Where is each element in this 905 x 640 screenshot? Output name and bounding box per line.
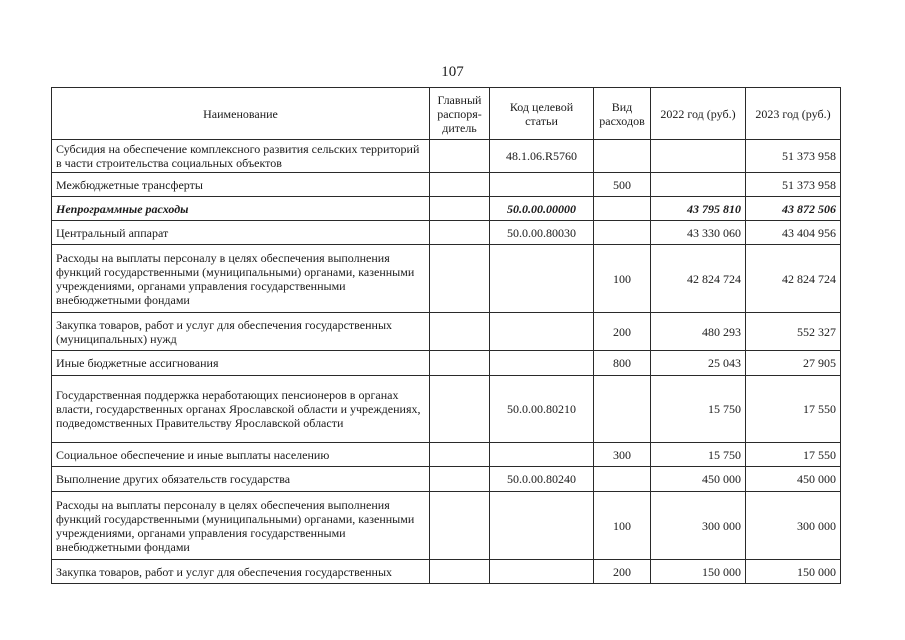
- row-2023: 43 404 956: [746, 221, 841, 245]
- table-row: [52, 313, 841, 351]
- table-row: [52, 560, 841, 584]
- row-2023: 51 373 958: [746, 140, 841, 173]
- row-2023: 150 000: [746, 560, 841, 584]
- row-expense-type: [594, 140, 651, 173]
- row-name: Межбюджетные трансферты: [52, 173, 430, 197]
- row-expense-type: 200: [594, 560, 651, 584]
- row-expense-type: 800: [594, 351, 651, 376]
- row-2022: 450 000: [651, 467, 746, 492]
- table-header-row: [52, 88, 841, 140]
- row-2023: 552 327: [746, 313, 841, 351]
- row-2023: 27 905: [746, 351, 841, 376]
- row-distributor: [430, 560, 490, 584]
- row-code: [490, 492, 594, 560]
- header-distributor: Главный распоря-дитель: [430, 88, 490, 140]
- row-2023: 450 000: [746, 467, 841, 492]
- row-expense-type: [594, 197, 651, 221]
- row-name: Выполнение других обязательств государства: [52, 467, 430, 492]
- row-2022: [651, 173, 746, 197]
- row-distributor: [430, 221, 490, 245]
- row-distributor: [430, 313, 490, 351]
- row-2022: [651, 140, 746, 173]
- table-row: [52, 173, 841, 197]
- row-distributor: [430, 376, 490, 443]
- row-2022: 150 000: [651, 560, 746, 584]
- row-name: Закупка товаров, работ и услуг для обеспечения государственных: [52, 560, 430, 584]
- table-row: [52, 140, 841, 173]
- row-expense-type: 300: [594, 443, 651, 467]
- row-distributor: [430, 245, 490, 313]
- row-name: Закупка товаров, работ и услуг для обеспечения государственных (муниципальных) нужд: [52, 313, 430, 351]
- row-expense-type: [594, 221, 651, 245]
- table-row: [52, 221, 841, 245]
- table-row: [52, 376, 841, 443]
- row-name: Центральный аппарат: [52, 221, 430, 245]
- page-number: 107: [441, 64, 464, 80]
- row-2023: 300 000: [746, 492, 841, 560]
- row-code: [490, 560, 594, 584]
- row-code: [490, 245, 594, 313]
- row-name: Государственная поддержка неработающих пенсионеров в органах власти, государственных органах Ярославской области и учреждениях, подведомственных Правительству Ярославской области: [52, 376, 430, 443]
- row-code: 50.0.00.80030: [490, 221, 594, 245]
- header-name: Наименование: [52, 88, 430, 140]
- row-name: Субсидия на обеспечение комплексного развития сельских территорий в части строительства социальных объектов: [52, 140, 430, 173]
- row-2022: 42 824 724: [651, 245, 746, 313]
- row-distributor: [430, 492, 490, 560]
- row-distributor: [430, 197, 490, 221]
- row-expense-type: [594, 376, 651, 443]
- row-code: [490, 351, 594, 376]
- row-2023: 17 550: [746, 376, 841, 443]
- row-code: 50.0.00.00000: [490, 197, 594, 221]
- row-name: Расходы на выплаты персоналу в целях обеспечения выполнения функций государственными (муниципальными) органами, казенными учреждениями, органами управления государственными внебюджетными фондами: [52, 245, 430, 313]
- row-code: [490, 313, 594, 351]
- row-2022: 480 293: [651, 313, 746, 351]
- row-expense-type: 100: [594, 492, 651, 560]
- row-name: Непрограммные расходы: [52, 197, 430, 221]
- row-distributor: [430, 467, 490, 492]
- row-2023: 17 550: [746, 443, 841, 467]
- table-row: [52, 351, 841, 376]
- table-row: [52, 492, 841, 560]
- row-code: 50.0.00.80210: [490, 376, 594, 443]
- row-name: Социальное обеспечение и иные выплаты населению: [52, 443, 430, 467]
- budget-table: [51, 87, 841, 584]
- row-code: [490, 443, 594, 467]
- row-expense-type: 200: [594, 313, 651, 351]
- row-name: Иные бюджетные ассигнования: [52, 351, 430, 376]
- row-code: 50.0.00.80240: [490, 467, 594, 492]
- row-2022: 15 750: [651, 376, 746, 443]
- row-2023: 43 872 506: [746, 197, 841, 221]
- row-2023: 51 373 958: [746, 173, 841, 197]
- table-row: [52, 467, 841, 492]
- row-2023: 42 824 724: [746, 245, 841, 313]
- row-distributor: [430, 173, 490, 197]
- table-row: [52, 245, 841, 313]
- header-expense-type: Вид расходов: [594, 88, 651, 140]
- header-year-2023: 2023 год (руб.): [746, 88, 841, 140]
- row-distributor: [430, 443, 490, 467]
- row-distributor: [430, 351, 490, 376]
- row-2022: 15 750: [651, 443, 746, 467]
- row-expense-type: [594, 467, 651, 492]
- row-expense-type: 500: [594, 173, 651, 197]
- row-distributor: [430, 140, 490, 173]
- row-2022: 25 043: [651, 351, 746, 376]
- table-row: [52, 443, 841, 467]
- row-2022: 43 330 060: [651, 221, 746, 245]
- header-code: Код целевой статьи: [490, 88, 594, 140]
- row-code: 48.1.06.R5760: [490, 140, 594, 173]
- row-code: [490, 173, 594, 197]
- table-row: [52, 197, 841, 221]
- row-expense-type: 100: [594, 245, 651, 313]
- row-name: Расходы на выплаты персоналу в целях обеспечения выполнения функций государственными (муниципальными) органами, казенными учреждениями, органами управления государственными внебюджетными фондами: [52, 492, 430, 560]
- row-2022: 43 795 810: [651, 197, 746, 221]
- header-year-2022: 2022 год (руб.): [651, 88, 746, 140]
- row-2022: 300 000: [651, 492, 746, 560]
